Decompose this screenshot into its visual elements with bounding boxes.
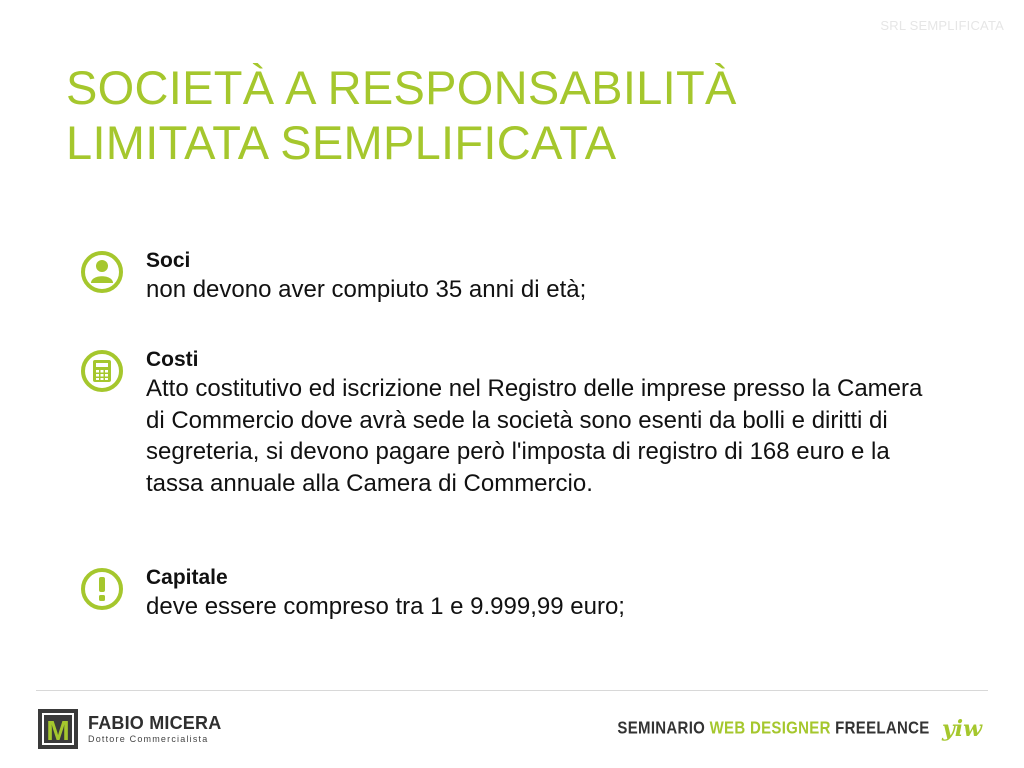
item-label: Costi bbox=[146, 348, 199, 371]
item-body: non devono aver compiuto 35 anni di età; bbox=[146, 276, 587, 303]
logo-mark-icon bbox=[38, 709, 78, 749]
seminar-text-1: SEMINARIO bbox=[617, 718, 706, 738]
user-icon bbox=[80, 250, 124, 294]
yiw-logo-icon bbox=[940, 712, 984, 744]
seminar-text-2: WEB DESIGNER bbox=[709, 718, 831, 738]
logo-subtitle: Dottore Commercialista bbox=[88, 734, 209, 744]
page-title bbox=[66, 60, 737, 170]
logo-letter: M bbox=[46, 715, 70, 746]
seminar-text-3: FREELANCE bbox=[835, 718, 930, 738]
page-title-line-1: SOCIETÀ A RESPONSABILITÀ bbox=[66, 61, 737, 114]
exclamation-icon bbox=[80, 567, 124, 611]
item-body: Atto costitutivo ed iscrizione nel Registro delle imprese presso la Camera di Commercio dove avrà sede la società sono esenti da bolli e diritti di segreteria, si devono pagare però l'imposta di registro di 168 euro e la tassa annuale alla Camera di Commercio. bbox=[146, 375, 923, 497]
item-label: Soci bbox=[146, 249, 191, 272]
footer-divider bbox=[36, 690, 988, 691]
header-tag: SRL SEMPLIFICATA bbox=[880, 18, 1004, 33]
yiw-logo-text: yiw bbox=[941, 716, 983, 742]
page-title-line-2: LIMITATA SEMPLIFICATA bbox=[66, 116, 617, 169]
logo-name: FABIO MICERA bbox=[88, 713, 222, 733]
seminar-logo bbox=[617, 712, 984, 744]
item-label: Capitale bbox=[146, 566, 228, 589]
item-body: deve essere compreso tra 1 e 9.999,99 euro; bbox=[146, 593, 625, 620]
calculator-icon bbox=[80, 349, 124, 393]
